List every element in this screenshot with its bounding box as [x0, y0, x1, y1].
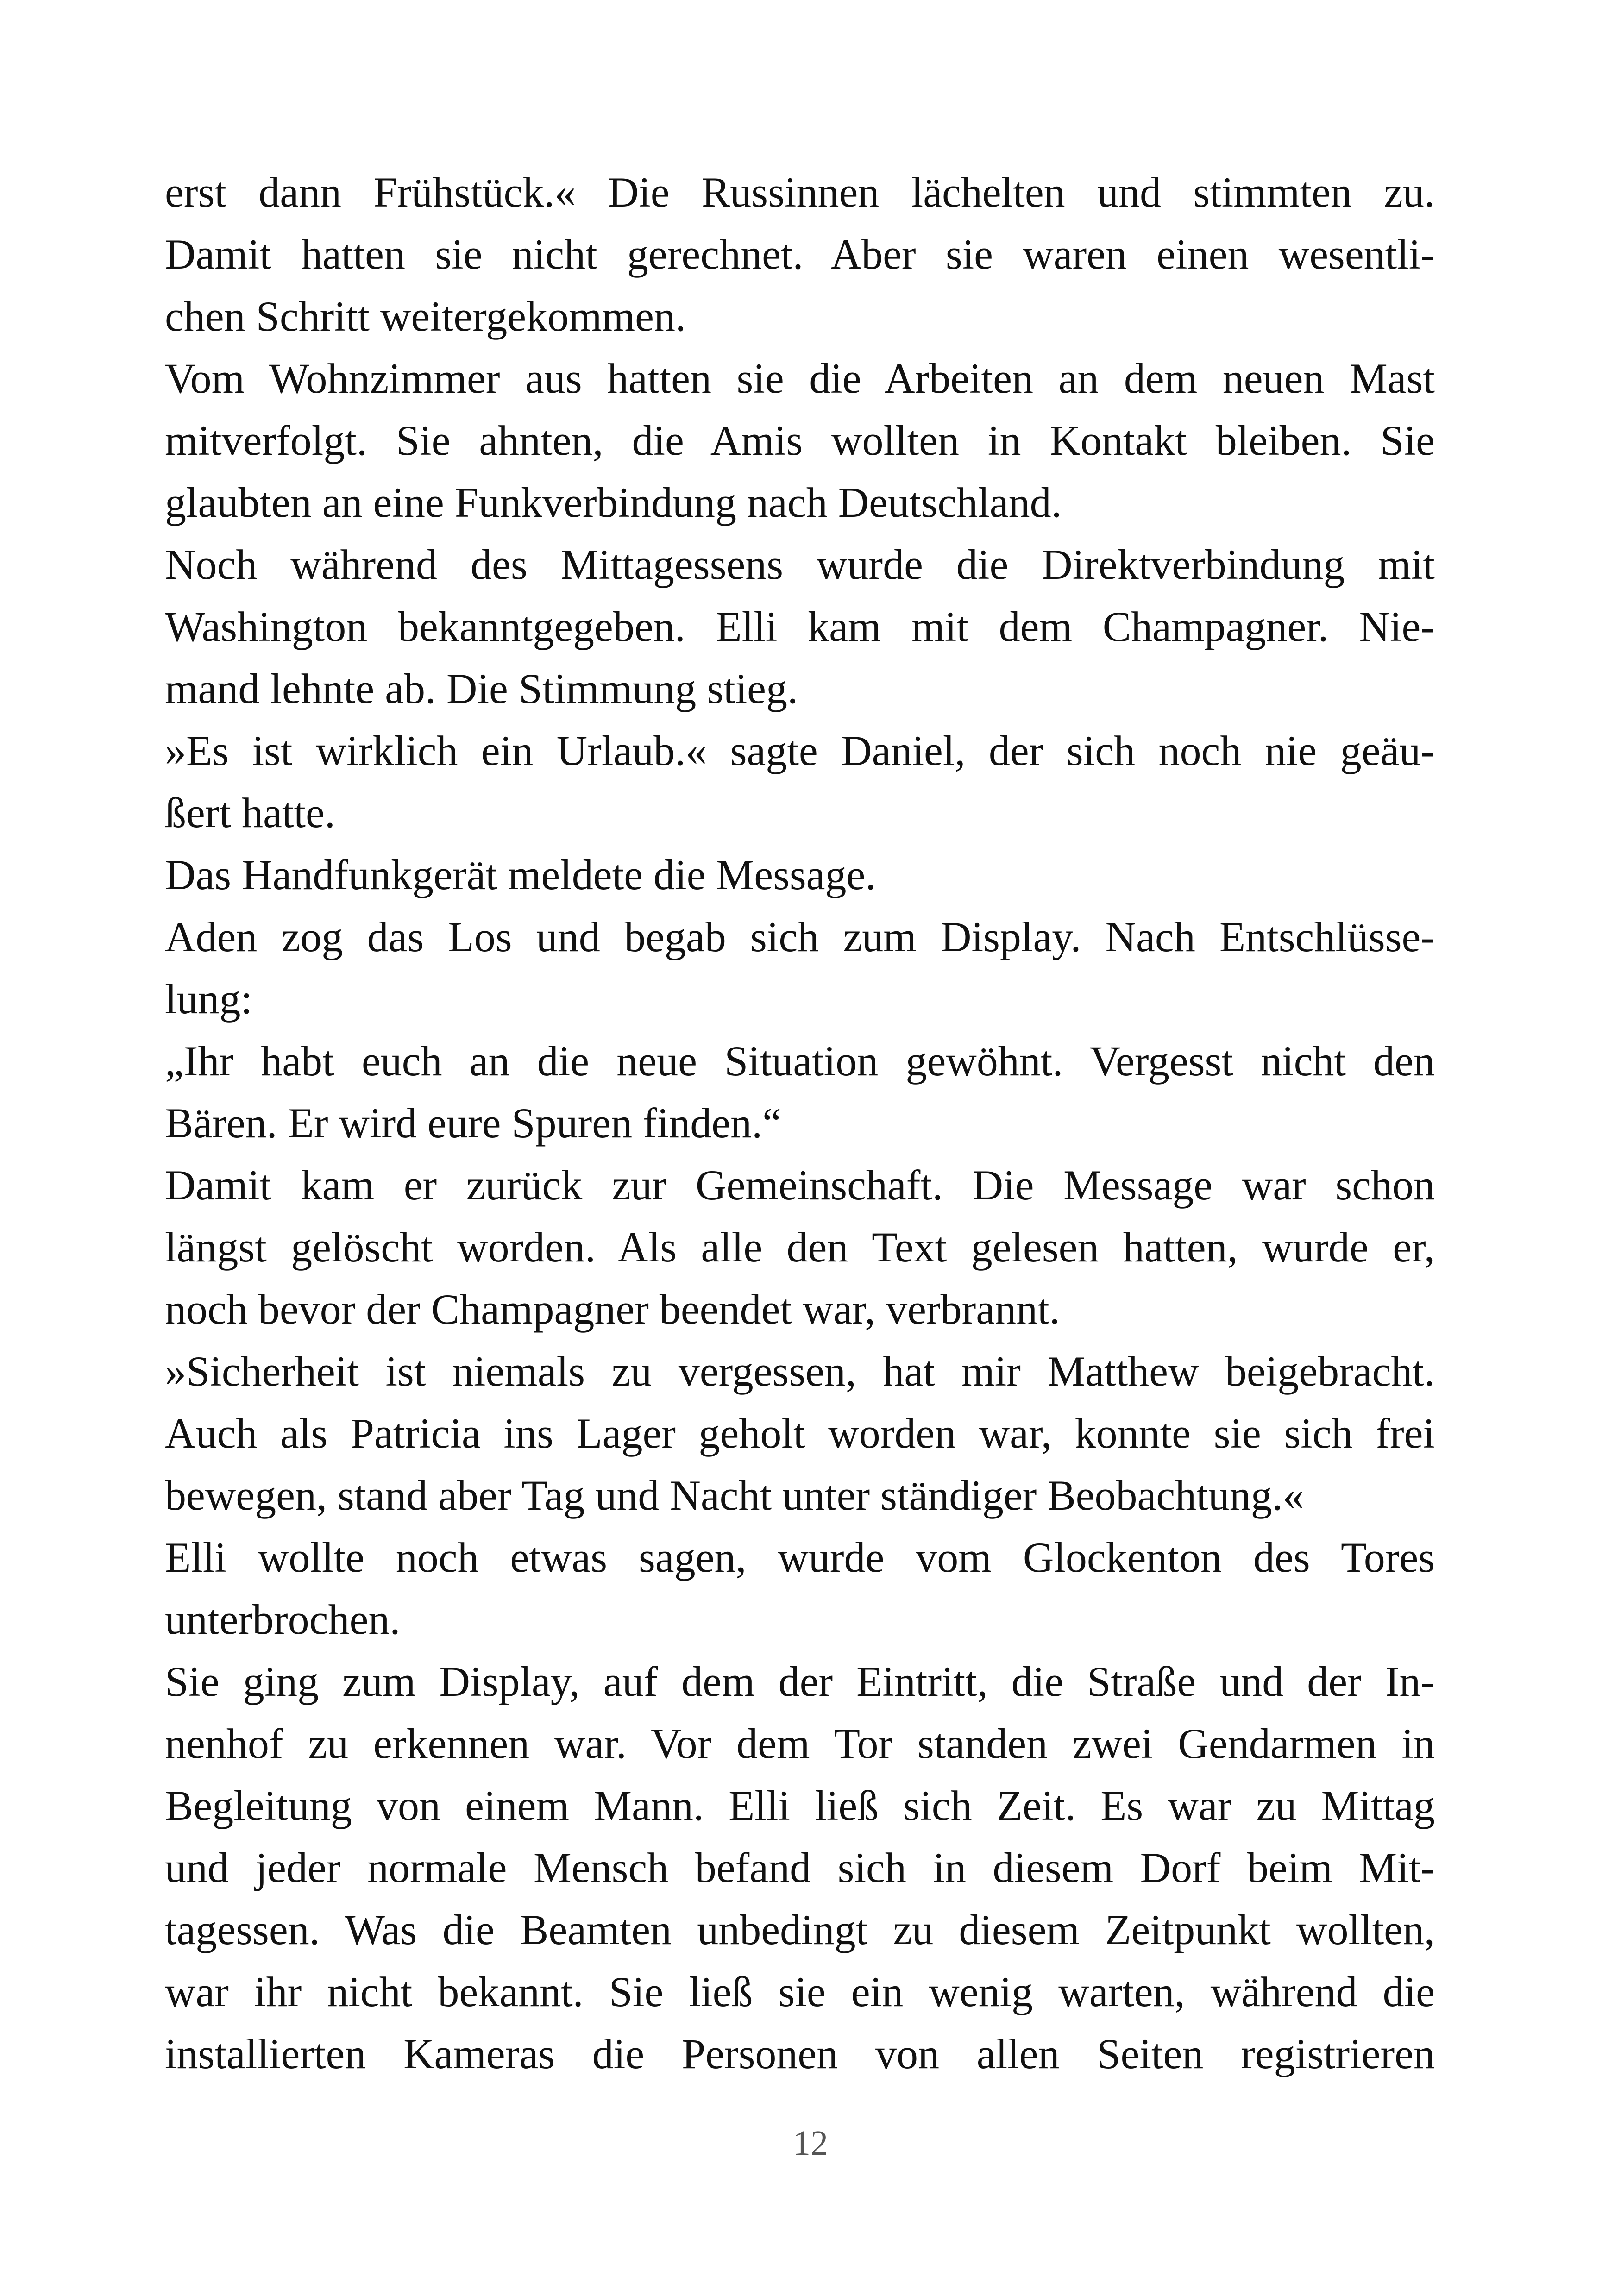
- text-line: »Es ist wirklich ein Urlaub.« sagte Daniel, der sich noch nie geäu-: [165, 727, 1435, 774]
- text-line: erst dann Frühstück.« Die Russinnen lächelten und stimmten zu.: [165, 169, 1435, 216]
- text-line: war ihr nicht bekannt. Sie ließ sie ein wenig warten, während die: [165, 1968, 1435, 2015]
- text-line: Sie ging zum Display, auf dem der Eintritt, die Straße und der In-: [165, 1658, 1435, 1705]
- text-line: längst gelöscht worden. Als alle den Text gelesen hatten, wurde er,: [165, 1223, 1435, 1271]
- text-line: bewegen, stand aber Tag und Nacht unter ständiger Beobachtung.«: [165, 1472, 1304, 1519]
- text-line: tagessen. Was die Beamten unbedingt zu diesem Zeitpunkt wollten,: [165, 1906, 1435, 1953]
- text-line: ßert hatte.: [165, 789, 335, 836]
- text-line: lung:: [165, 975, 253, 1023]
- text-line: Bären. Er wird eure Spuren finden.“: [165, 1099, 781, 1147]
- text-line: noch bevor der Champagner beendet war, verbrannt.: [165, 1286, 1060, 1333]
- text-line: mitverfolgt. Sie ahnten, die Amis wollten in Kontakt bleiben. Sie: [165, 417, 1435, 464]
- text-line: nenhof zu erkennen war. Vor dem Tor standen zwei Gendarmen in: [165, 1720, 1435, 1767]
- text-line: Elli wollte noch etwas sagen, wurde vom Glockenton des Tores: [165, 1534, 1435, 1581]
- text-line: chen Schritt weitergekommen.: [165, 293, 686, 340]
- text-line: Damit hatten sie nicht gerechnet. Aber sie waren einen wesentli-: [165, 231, 1435, 278]
- text-line: und jeder normale Mensch befand sich in diesem Dorf beim Mit-: [165, 1844, 1435, 1891]
- body-text: [165, 161, 1435, 2085]
- text-line: Das Handfunkgerät meldete die Message.: [165, 851, 876, 898]
- text-line: glaubten an eine Funkverbindung nach Deutschland.: [165, 479, 1062, 526]
- text-line: Aden zog das Los und begab sich zum Display. Nach Entschlüsse-: [165, 913, 1435, 960]
- page-number: 12: [793, 2124, 828, 2163]
- text-line: mand lehnte ab. Die Stimmung stieg.: [165, 665, 798, 712]
- text-line: „Ihr habt euch an die neue Situation gewöhnt. Vergesst nicht den: [165, 1037, 1435, 1085]
- text-line: Auch als Patricia ins Lager geholt worden war, konnte sie sich frei: [165, 1410, 1435, 1457]
- text-line: Vom Wohnzimmer aus hatten sie die Arbeiten an dem neuen Mast: [165, 355, 1435, 402]
- text-line: »Sicherheit ist niemals zu vergessen, hat mir Matthew beigebracht.: [165, 1348, 1435, 1395]
- text-line: unterbrochen.: [165, 1596, 401, 1643]
- text-line: Noch während des Mittagessens wurde die Direktverbindung mit: [165, 541, 1435, 588]
- text-line: Begleitung von einem Mann. Elli ließ sich Zeit. Es war zu Mittag: [165, 1782, 1435, 1829]
- text-line: Washington bekanntgegeben. Elli kam mit dem Champagner. Nie-: [165, 603, 1435, 650]
- text-line: Damit kam er zurück zur Gemeinschaft. Die Message war schon: [165, 1161, 1435, 1209]
- text-line: installierten Kameras die Personen von allen Seiten registrieren: [165, 2030, 1435, 2077]
